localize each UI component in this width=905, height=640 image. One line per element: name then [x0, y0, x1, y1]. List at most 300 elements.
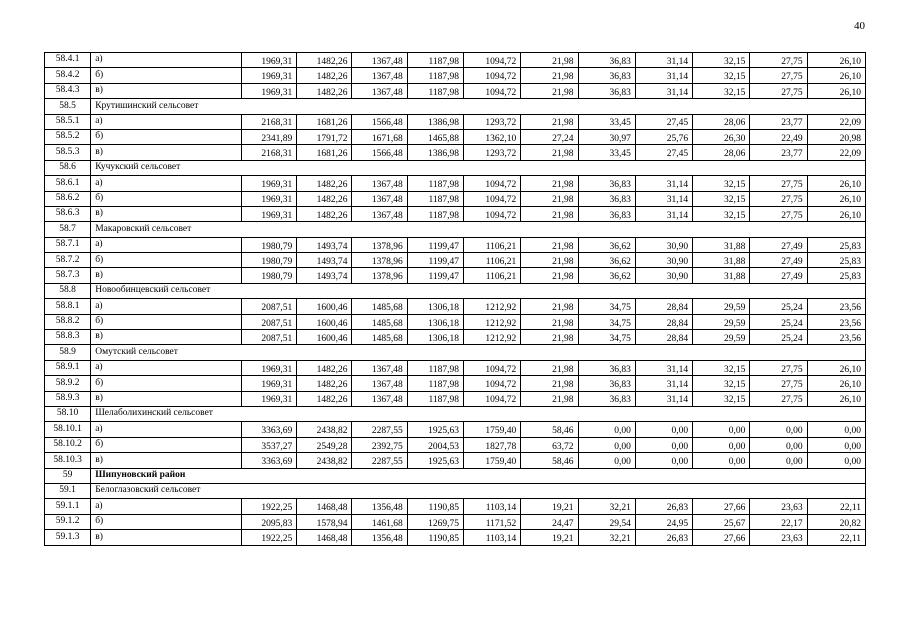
section-title: Белоглазовский сельсовет	[91, 483, 866, 498]
row-code: 58.7.1	[45, 237, 91, 252]
value-cell: 2341,89	[241, 129, 296, 144]
section-title: Омутский сельсовет	[91, 345, 866, 360]
value-cell: 27,75	[750, 191, 807, 206]
value-cell: 2095,83	[241, 514, 296, 529]
value-cell: 2168,31	[241, 145, 296, 160]
value-cell: 31,88	[693, 253, 750, 268]
value-cell: 33,45	[578, 145, 635, 160]
value-cell: 1386,98	[407, 114, 463, 129]
value-cell: 1378,96	[352, 253, 407, 268]
value-cell: 27,75	[750, 83, 807, 98]
value-cell: 27,75	[750, 53, 807, 68]
row-subitem: а)	[91, 176, 242, 191]
value-cell: 36,83	[578, 68, 635, 83]
row-code: 58.8.1	[45, 299, 91, 314]
value-cell: 21,98	[521, 330, 578, 345]
value-cell: 1600,46	[297, 330, 352, 345]
page-number: 40	[854, 20, 865, 32]
value-cell: 27,75	[750, 360, 807, 375]
value-cell: 1465,88	[407, 129, 463, 144]
row-code: 59.1.2	[45, 514, 91, 529]
row-subitem: б)	[91, 68, 242, 83]
value-cell: 1171,52	[464, 514, 521, 529]
value-cell: 26,10	[807, 376, 865, 391]
value-cell: 25,83	[807, 268, 865, 283]
value-cell: 30,90	[635, 268, 692, 283]
value-cell: 1306,18	[407, 314, 463, 329]
value-cell: 28,06	[693, 145, 750, 160]
table-row	[45, 114, 866, 129]
value-cell: 0,00	[693, 437, 750, 452]
value-cell: 31,14	[635, 53, 692, 68]
row-code: 58.4.2	[45, 68, 91, 83]
value-cell: 32,21	[578, 499, 635, 514]
value-cell: 34,75	[578, 299, 635, 314]
value-cell: 1980,79	[241, 268, 296, 283]
row-code: 58.7	[45, 222, 91, 237]
value-cell: 31,14	[635, 206, 692, 221]
table-row	[45, 530, 866, 545]
table-row	[45, 453, 866, 468]
value-cell: 1094,72	[464, 68, 521, 83]
value-cell: 27,45	[635, 145, 692, 160]
value-cell: 1378,96	[352, 237, 407, 252]
value-cell: 1367,48	[352, 53, 407, 68]
value-cell: 3537,27	[241, 437, 296, 452]
value-cell: 1922,25	[241, 499, 296, 514]
value-cell: 23,56	[807, 299, 865, 314]
value-cell: 33,45	[578, 114, 635, 129]
value-cell: 27,66	[693, 499, 750, 514]
value-cell: 19,21	[521, 499, 578, 514]
value-cell: 19,21	[521, 530, 578, 545]
value-cell: 27,75	[750, 176, 807, 191]
value-cell: 2438,82	[297, 453, 352, 468]
row-subitem: а)	[91, 237, 242, 252]
value-cell: 32,15	[693, 176, 750, 191]
value-cell: 1980,79	[241, 237, 296, 252]
value-cell: 1600,46	[297, 314, 352, 329]
value-cell: 1106,21	[464, 268, 521, 283]
value-cell: 34,75	[578, 314, 635, 329]
value-cell: 1969,31	[241, 83, 296, 98]
value-cell: 1482,26	[297, 360, 352, 375]
value-cell: 1212,92	[464, 299, 521, 314]
value-cell: 1293,72	[464, 114, 521, 129]
value-cell: 1103,14	[464, 530, 521, 545]
value-cell: 1199,47	[407, 253, 463, 268]
value-cell: 1187,98	[407, 191, 463, 206]
value-cell: 1187,98	[407, 391, 463, 406]
row-code: 58.9.2	[45, 376, 91, 391]
tariff-table	[44, 52, 866, 546]
value-cell: 1094,72	[464, 391, 521, 406]
value-cell: 1578,94	[297, 514, 352, 529]
value-cell: 26,10	[807, 68, 865, 83]
value-cell: 1493,74	[297, 268, 352, 283]
value-cell: 1212,92	[464, 330, 521, 345]
value-cell: 1482,26	[297, 191, 352, 206]
value-cell: 1969,31	[241, 206, 296, 221]
section-title: Шелаболихинский сельсовет	[91, 406, 866, 421]
value-cell: 31,88	[693, 237, 750, 252]
value-cell: 27,45	[635, 114, 692, 129]
value-cell: 21,98	[521, 376, 578, 391]
value-cell: 1187,98	[407, 360, 463, 375]
value-cell: 1356,48	[352, 499, 407, 514]
value-cell: 21,98	[521, 114, 578, 129]
value-cell: 0,00	[635, 422, 692, 437]
value-cell: 31,14	[635, 68, 692, 83]
value-cell: 36,62	[578, 237, 635, 252]
value-cell: 0,00	[807, 453, 865, 468]
value-cell: 1103,14	[464, 499, 521, 514]
value-cell: 25,24	[750, 299, 807, 314]
value-cell: 2087,51	[241, 330, 296, 345]
value-cell: 1362,10	[464, 129, 521, 144]
value-cell: 26,30	[693, 129, 750, 144]
value-cell: 2087,51	[241, 299, 296, 314]
row-code: 59.1	[45, 483, 91, 498]
value-cell: 36,83	[578, 206, 635, 221]
section-title: Макаровский сельсовет	[91, 222, 866, 237]
value-cell: 36,83	[578, 191, 635, 206]
value-cell: 2549,28	[297, 437, 352, 452]
value-cell: 32,15	[693, 391, 750, 406]
section-row	[45, 283, 866, 298]
value-cell: 58,46	[521, 453, 578, 468]
section-row	[45, 345, 866, 360]
row-code: 58.4.1	[45, 53, 91, 68]
section-row	[45, 406, 866, 421]
row-code: 58.9.1	[45, 360, 91, 375]
table-row	[45, 330, 866, 345]
table-row	[45, 422, 866, 437]
table-row	[45, 314, 866, 329]
value-cell: 1386,98	[407, 145, 463, 160]
value-cell: 1566,48	[352, 145, 407, 160]
district-row	[45, 468, 866, 483]
value-cell: 30,90	[635, 253, 692, 268]
row-code: 59.1.1	[45, 499, 91, 514]
value-cell: 32,15	[693, 191, 750, 206]
value-cell: 1367,48	[352, 83, 407, 98]
value-cell: 2004,53	[407, 437, 463, 452]
value-cell: 20,98	[807, 129, 865, 144]
row-code: 58.7.2	[45, 253, 91, 268]
row-subitem: в)	[91, 145, 242, 160]
value-cell: 27,24	[521, 129, 578, 144]
value-cell: 31,14	[635, 176, 692, 191]
value-cell: 21,98	[521, 53, 578, 68]
value-cell: 31,14	[635, 376, 692, 391]
value-cell: 1922,25	[241, 530, 296, 545]
row-code: 58.6	[45, 160, 91, 175]
table-row	[45, 53, 866, 68]
value-cell: 1969,31	[241, 376, 296, 391]
value-cell: 24,47	[521, 514, 578, 529]
value-cell: 21,98	[521, 68, 578, 83]
table-body	[45, 53, 866, 546]
value-cell: 22,09	[807, 145, 865, 160]
value-cell: 23,63	[750, 499, 807, 514]
value-cell: 21,98	[521, 145, 578, 160]
value-cell: 26,10	[807, 176, 865, 191]
value-cell: 21,98	[521, 176, 578, 191]
value-cell: 1969,31	[241, 176, 296, 191]
value-cell: 0,00	[635, 453, 692, 468]
value-cell: 1094,72	[464, 360, 521, 375]
value-cell: 22,09	[807, 114, 865, 129]
value-cell: 25,83	[807, 237, 865, 252]
value-cell: 1759,40	[464, 422, 521, 437]
value-cell: 29,59	[693, 330, 750, 345]
row-code: 59	[45, 468, 91, 483]
value-cell: 21,98	[521, 360, 578, 375]
value-cell: 2287,55	[352, 422, 407, 437]
row-subitem: в)	[91, 530, 242, 545]
value-cell: 36,83	[578, 83, 635, 98]
row-code: 59.1.3	[45, 530, 91, 545]
value-cell: 0,00	[750, 453, 807, 468]
row-subitem: б)	[91, 437, 242, 452]
value-cell: 1482,26	[297, 391, 352, 406]
value-cell: 1791,72	[297, 129, 352, 144]
row-code: 58.5.2	[45, 129, 91, 144]
row-subitem: а)	[91, 499, 242, 514]
value-cell: 1367,48	[352, 376, 407, 391]
value-cell: 1094,72	[464, 83, 521, 98]
value-cell: 1367,48	[352, 391, 407, 406]
value-cell: 2287,55	[352, 453, 407, 468]
table-row	[45, 499, 866, 514]
value-cell: 21,98	[521, 314, 578, 329]
value-cell: 30,90	[635, 237, 692, 252]
value-cell: 27,75	[750, 68, 807, 83]
value-cell: 25,67	[693, 514, 750, 529]
row-code: 58.9.3	[45, 391, 91, 406]
value-cell: 1187,98	[407, 83, 463, 98]
value-cell: 1367,48	[352, 360, 407, 375]
row-subitem: б)	[91, 191, 242, 206]
value-cell: 1485,68	[352, 330, 407, 345]
table-row	[45, 437, 866, 452]
district-title: Шипуновский район	[91, 468, 866, 483]
value-cell: 58,46	[521, 422, 578, 437]
value-cell: 25,24	[750, 314, 807, 329]
table-row	[45, 360, 866, 375]
value-cell: 1493,74	[297, 237, 352, 252]
value-cell: 21,98	[521, 237, 578, 252]
value-cell: 2438,82	[297, 422, 352, 437]
value-cell: 32,15	[693, 53, 750, 68]
row-code: 58.10.1	[45, 422, 91, 437]
value-cell: 25,24	[750, 330, 807, 345]
value-cell: 1969,31	[241, 391, 296, 406]
row-code: 58.10.2	[45, 437, 91, 452]
value-cell: 20,82	[807, 514, 865, 529]
value-cell: 1925,63	[407, 422, 463, 437]
value-cell: 1187,98	[407, 206, 463, 221]
value-cell: 1759,40	[464, 453, 521, 468]
value-cell: 1493,74	[297, 253, 352, 268]
value-cell: 1293,72	[464, 145, 521, 160]
value-cell: 24,95	[635, 514, 692, 529]
row-code: 58.6.2	[45, 191, 91, 206]
value-cell: 28,84	[635, 299, 692, 314]
value-cell: 1187,98	[407, 68, 463, 83]
value-cell: 21,98	[521, 391, 578, 406]
row-subitem: б)	[91, 314, 242, 329]
value-cell: 1212,92	[464, 314, 521, 329]
value-cell: 1980,79	[241, 253, 296, 268]
value-cell: 1306,18	[407, 330, 463, 345]
value-cell: 0,00	[750, 437, 807, 452]
value-cell: 1094,72	[464, 53, 521, 68]
value-cell: 2168,31	[241, 114, 296, 129]
value-cell: 1094,72	[464, 191, 521, 206]
row-code: 58.5.3	[45, 145, 91, 160]
value-cell: 1600,46	[297, 299, 352, 314]
value-cell: 0,00	[578, 453, 635, 468]
row-subitem: б)	[91, 376, 242, 391]
row-code: 58.10.3	[45, 453, 91, 468]
value-cell: 3363,69	[241, 422, 296, 437]
value-cell: 1482,26	[297, 53, 352, 68]
value-cell: 31,14	[635, 391, 692, 406]
value-cell: 0,00	[635, 437, 692, 452]
table-row	[45, 514, 866, 529]
table-row	[45, 206, 866, 221]
value-cell: 36,83	[578, 391, 635, 406]
value-cell: 32,15	[693, 376, 750, 391]
value-cell: 27,75	[750, 376, 807, 391]
value-cell: 32,15	[693, 68, 750, 83]
row-code: 58.5	[45, 99, 91, 114]
value-cell: 27,49	[750, 268, 807, 283]
row-subitem: а)	[91, 114, 242, 129]
value-cell: 1681,26	[297, 145, 352, 160]
value-cell: 21,98	[521, 253, 578, 268]
section-row	[45, 483, 866, 498]
value-cell: 1468,48	[297, 499, 352, 514]
value-cell: 0,00	[578, 422, 635, 437]
table-row	[45, 391, 866, 406]
row-subitem: б)	[91, 514, 242, 529]
value-cell: 21,98	[521, 268, 578, 283]
value-cell: 1827,78	[464, 437, 521, 452]
value-cell: 29,54	[578, 514, 635, 529]
value-cell: 1482,26	[297, 68, 352, 83]
row-subitem: б)	[91, 253, 242, 268]
value-cell: 1356,48	[352, 530, 407, 545]
row-subitem: а)	[91, 360, 242, 375]
value-cell: 1482,26	[297, 206, 352, 221]
value-cell: 26,10	[807, 206, 865, 221]
section-row	[45, 160, 866, 175]
value-cell: 1969,31	[241, 68, 296, 83]
row-code: 58.4.3	[45, 83, 91, 98]
value-cell: 1199,47	[407, 237, 463, 252]
value-cell: 0,00	[693, 453, 750, 468]
value-cell: 26,10	[807, 191, 865, 206]
value-cell: 26,10	[807, 53, 865, 68]
row-code: 58.5.1	[45, 114, 91, 129]
value-cell: 1925,63	[407, 453, 463, 468]
value-cell: 1187,98	[407, 376, 463, 391]
value-cell: 26,10	[807, 360, 865, 375]
value-cell: 30,97	[578, 129, 635, 144]
value-cell: 29,59	[693, 314, 750, 329]
value-cell: 1367,48	[352, 206, 407, 221]
value-cell: 26,83	[635, 499, 692, 514]
value-cell: 1106,21	[464, 237, 521, 252]
row-code: 58.8.3	[45, 330, 91, 345]
value-cell: 1482,26	[297, 176, 352, 191]
value-cell: 1671,68	[352, 129, 407, 144]
row-subitem: в)	[91, 206, 242, 221]
value-cell: 1485,68	[352, 314, 407, 329]
value-cell: 23,77	[750, 114, 807, 129]
value-cell: 25,76	[635, 129, 692, 144]
section-title: Крутишинский сельсовет	[91, 99, 866, 114]
value-cell: 21,98	[521, 299, 578, 314]
value-cell: 1094,72	[464, 376, 521, 391]
value-cell: 1367,48	[352, 176, 407, 191]
value-cell: 0,00	[807, 437, 865, 452]
row-subitem: в)	[91, 453, 242, 468]
value-cell: 1681,26	[297, 114, 352, 129]
value-cell: 22,49	[750, 129, 807, 144]
value-cell: 1306,18	[407, 299, 463, 314]
value-cell: 26,10	[807, 83, 865, 98]
row-subitem: б)	[91, 129, 242, 144]
value-cell: 1468,48	[297, 530, 352, 545]
value-cell: 23,77	[750, 145, 807, 160]
value-cell: 1187,98	[407, 176, 463, 191]
value-cell: 36,83	[578, 360, 635, 375]
value-cell: 1482,26	[297, 83, 352, 98]
value-cell: 1269,75	[407, 514, 463, 529]
value-cell: 31,14	[635, 360, 692, 375]
table-row	[45, 376, 866, 391]
section-title: Новообинцевский сельсовет	[91, 283, 866, 298]
value-cell: 28,06	[693, 114, 750, 129]
value-cell: 26,10	[807, 391, 865, 406]
value-cell: 32,15	[693, 83, 750, 98]
value-cell: 1190,85	[407, 530, 463, 545]
row-subitem: а)	[91, 422, 242, 437]
value-cell: 2392,75	[352, 437, 407, 452]
value-cell: 25,83	[807, 253, 865, 268]
table-row	[45, 68, 866, 83]
value-cell: 36,62	[578, 253, 635, 268]
table-row	[45, 299, 866, 314]
value-cell: 27,49	[750, 253, 807, 268]
value-cell: 28,84	[635, 330, 692, 345]
table-row	[45, 176, 866, 191]
value-cell: 21,98	[521, 206, 578, 221]
value-cell: 23,63	[750, 530, 807, 545]
value-cell: 28,84	[635, 314, 692, 329]
value-cell: 23,56	[807, 314, 865, 329]
value-cell: 1094,72	[464, 206, 521, 221]
value-cell: 1378,96	[352, 268, 407, 283]
table-row	[45, 83, 866, 98]
table-row	[45, 129, 866, 144]
value-cell: 26,83	[635, 530, 692, 545]
value-cell: 32,15	[693, 206, 750, 221]
